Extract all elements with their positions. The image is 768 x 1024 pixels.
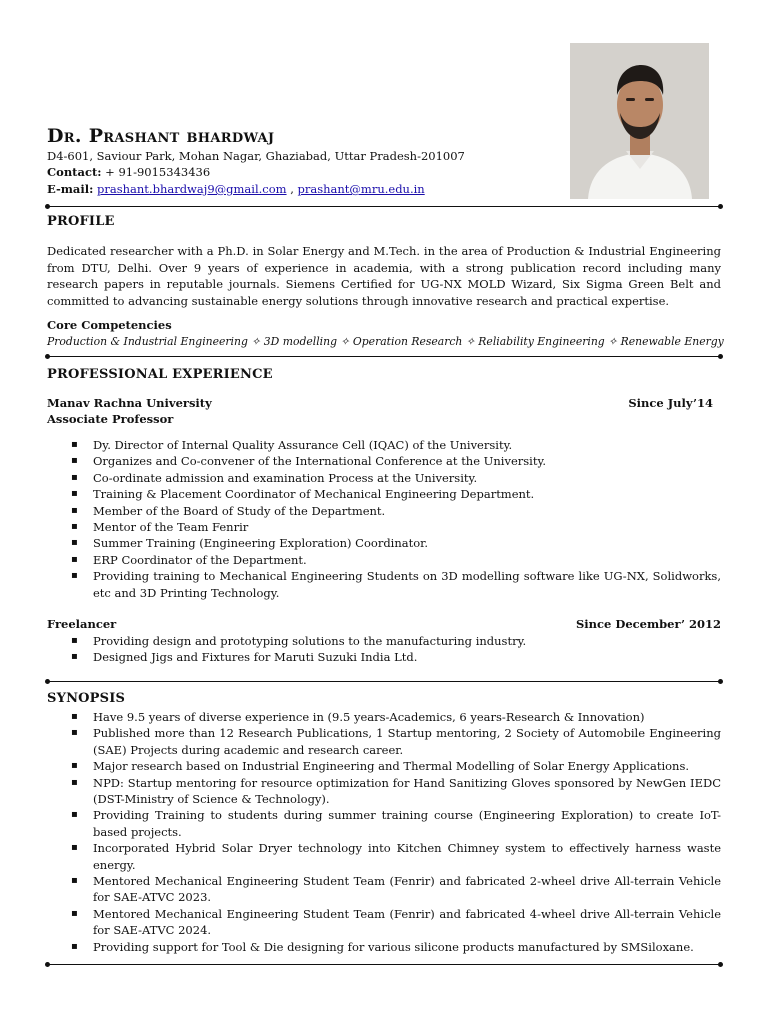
section-divider <box>47 206 721 207</box>
list-item: ▪ NPD: Startup mentoring for resource optimization for Hand Sanitizing Gloves sponsored by NewGen IEDC (DST-Ministry of Science & Technology). <box>47 775 721 808</box>
list-item: ▪ Providing design and prototyping solutions to the manufacturing industry. <box>47 633 721 649</box>
list-item: ▪ Providing support for Tool & Die designing for various silicone products manufactured by SMSiloxane. <box>47 939 721 955</box>
core-competencies-list: Production & Industrial Engineering ✧ 3D modelling ✧ Operation Research ✧ Reliability Engineering ✧ Renewable Energy <box>47 335 724 348</box>
list-item: ▪ Training & Placement Coordinator of Mechanical Engineering Department. <box>47 486 721 502</box>
list-item: ▪ Major research based on Industrial Engineering and Thermal Modelling of Solar Energy Applications. <box>47 758 721 774</box>
profile-summary: Dedicated researcher with a Ph.D. in Solar Energy and M.Tech. in the area of Production & Industrial Engineering from DTU, Delhi. Over 9 years of experience in academia, with a strong publication record including many research papers in reputable journals. Siemens Certified for UG-NX MOLD Wizard, Six Sigma Green Belt and committed to advancing sustainable energy solutions through innovative research and practical expertise. <box>47 244 721 308</box>
list-item: ▪ Providing training to Mechanical Engineering Students on 3D modelling software like UG-NX, Solidworks, etc and 3D Printing Technology. <box>47 568 721 601</box>
address: D4-601, Saviour Park, Mohan Nagar, Ghaziabad, Uttar Pradesh-201007 <box>47 149 465 163</box>
list-item: ▪ Incorporated Hybrid Solar Dryer technology into Kitchen Chimney system to effectively harness waste energy. <box>47 840 721 873</box>
list-item: ▪ Designed Jigs and Fixtures for Maruti Suzuki India Ltd. <box>47 649 721 665</box>
list-item: ▪ Published more than 12 Research Publications, 1 Startup mentoring, 2 Society of Automobile Engineering (SAE) Projects during academic and research career. <box>47 725 721 758</box>
synopsis-list <box>47 709 721 955</box>
list-item: ▪ Providing Training to students during summer training course (Engineering Exploration) to create IoT-based projects. <box>47 807 721 840</box>
list-item: ▪ Mentor of the Team Fenrir <box>47 519 721 535</box>
core-competencies-heading: Core Competencies <box>47 318 172 332</box>
job-org: Freelancer <box>47 617 117 631</box>
candidate-name: Dr. Prashant bhardwaj <box>47 125 275 147</box>
list-item: ▪ Dy. Director of Internal Quality Assurance Cell (IQAC) of the University. <box>47 437 721 453</box>
email-link-secondary[interactable]: prashant@mru.edu.in <box>297 182 425 196</box>
job-duties-list <box>47 437 721 601</box>
job-date: Since December’ 2012 <box>576 617 721 631</box>
list-item: ▪ Have 9.5 years of diverse experience in (9.5 years-Academics, 6 years-Research & Innovation) <box>47 709 721 725</box>
contact-phone: + 91-9015343436 <box>101 165 211 179</box>
list-item: ▪ Organizes and Co-convener of the International Conference at the University. <box>47 453 721 469</box>
section-divider <box>47 964 721 965</box>
section-divider <box>47 356 721 357</box>
list-item: ▪ Summer Training (Engineering Exploration) Coordinator. <box>47 535 721 551</box>
email-separator: , <box>286 182 298 196</box>
email-link-primary[interactable]: prashant.bhardwaj9@gmail.com <box>97 182 287 196</box>
list-item: ▪ Mentored Mechanical Engineering Student Team (Fenrir) and fabricated 4-wheel drive All-terrain Vehicle for SAE-ATVC 2024. <box>47 906 721 939</box>
job-role: Associate Professor <box>47 412 174 426</box>
profile-photo <box>570 43 709 199</box>
resume-page <box>47 0 724 1024</box>
experience-heading: PROFESSIONAL EXPERIENCE <box>47 367 273 382</box>
email-label: E-mail: <box>47 182 94 196</box>
synopsis-heading: SYNOPSIS <box>47 691 126 706</box>
contact-line <box>47 164 210 180</box>
list-item: ▪ Member of the Board of Study of the Department. <box>47 503 721 519</box>
job-date: Since July’14 <box>628 396 713 410</box>
job-org: Manav Rachna University <box>47 396 212 410</box>
contact-label: Contact: <box>47 165 102 179</box>
email-line <box>47 181 425 197</box>
list-item: ▪ Mentored Mechanical Engineering Student Team (Fenrir) and fabricated 2-wheel drive All-terrain Vehicle for SAE-ATVC 2023. <box>47 873 721 906</box>
list-item: ▪ ERP Coordinator of the Department. <box>47 552 721 568</box>
section-divider <box>47 681 721 682</box>
list-item: ▪ Co-ordinate admission and examination Process at the University. <box>47 470 721 486</box>
profile-heading: PROFILE <box>47 214 115 229</box>
job-duties-list <box>47 633 721 666</box>
